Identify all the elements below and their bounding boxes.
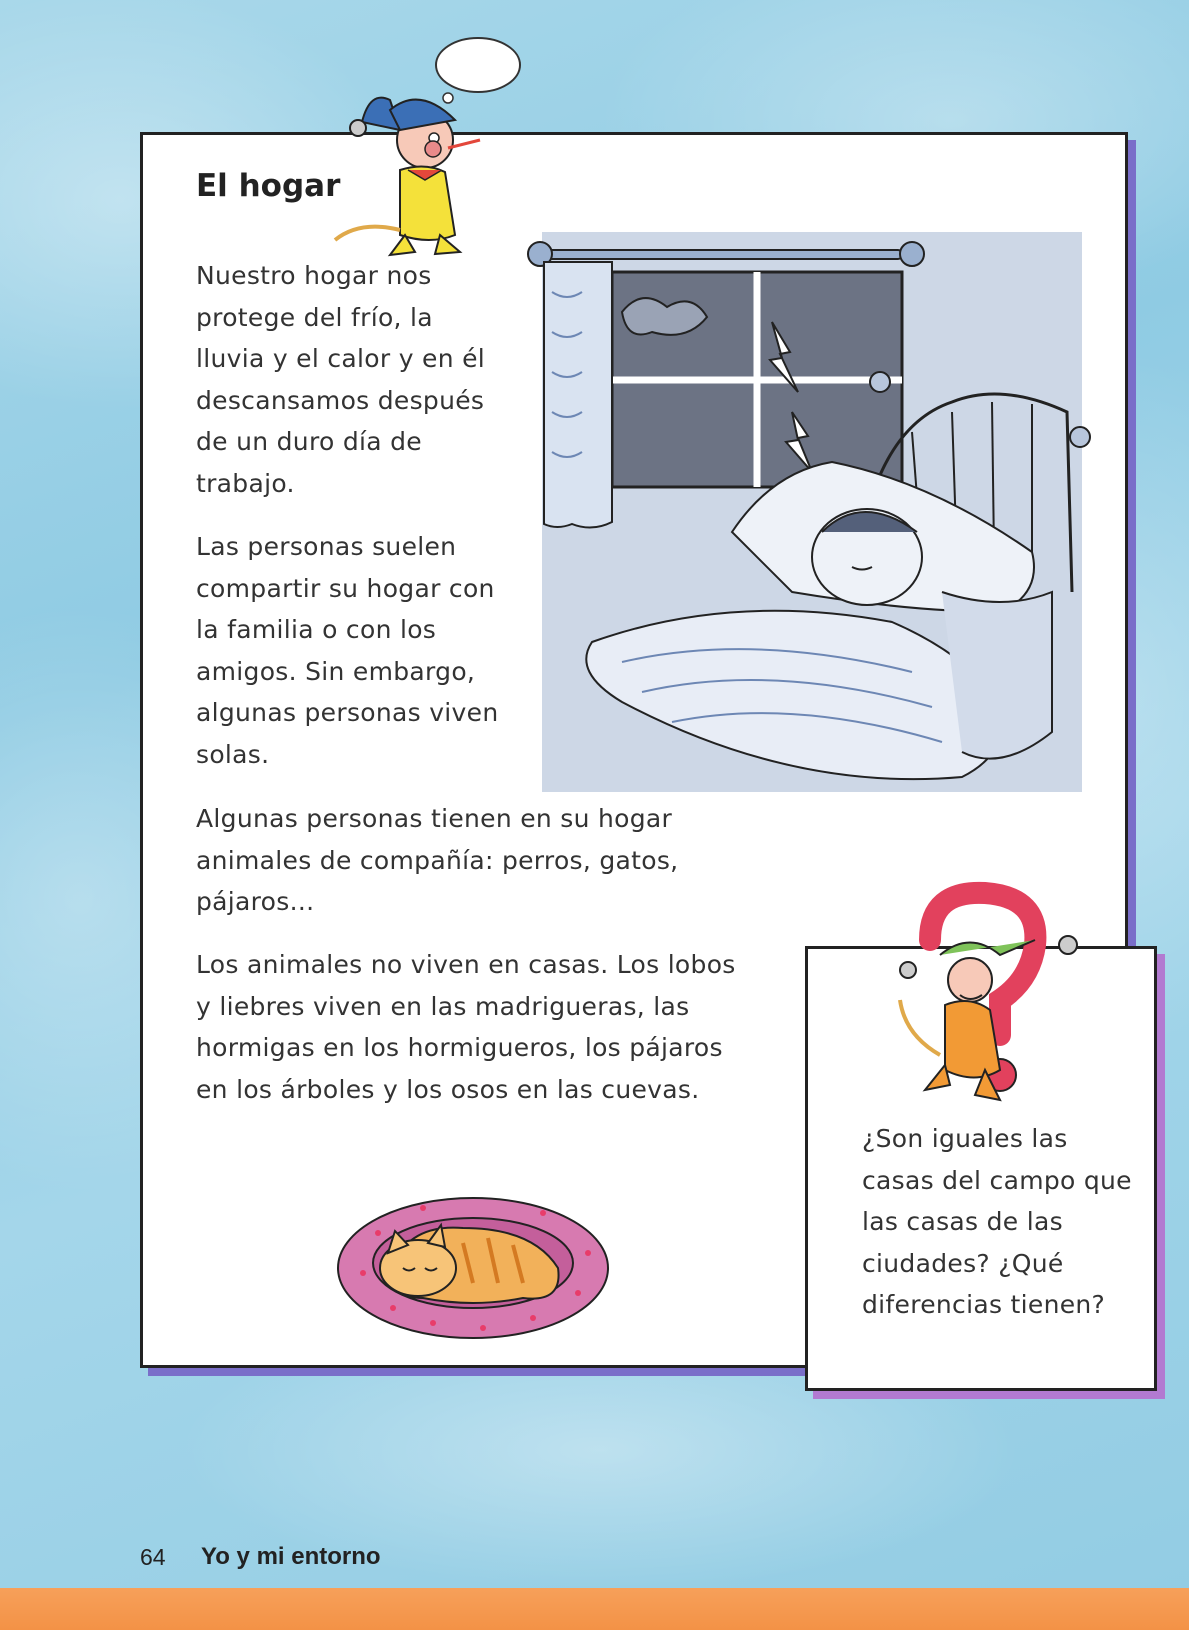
paragraph-1: Nuestro hogar nos protege del frío, la lluvia y el calor y en él descansamos después de un duro día de trabajo. bbox=[196, 261, 486, 498]
elf-thinking-illustration bbox=[330, 30, 520, 260]
elf-question-mark-illustration bbox=[890, 885, 1090, 1110]
footer-bar bbox=[0, 1588, 1189, 1630]
paragraph-4: Los animales no viven en casas. Los lobos y liebres viven en las madrigueras, las hormigas en los hormigueros, los pájaros en los árboles y los osos en las cuevas. bbox=[196, 950, 736, 1104]
section-title: Yo y mi entorno bbox=[201, 1543, 381, 1570]
paragraph-3: Algunas personas tienen en su hogar animales de compañía: perros, gatos, pájaros... bbox=[196, 804, 679, 916]
page-number: 64 bbox=[140, 1544, 166, 1570]
girl-sleeping-storm-illustration bbox=[532, 232, 1092, 812]
question-text: ¿Son iguales las casas del campo que las casas de las ciudades? ¿Qué diferencias tienen? bbox=[862, 1124, 1132, 1319]
paragraph-2: Las personas suelen compartir su hogar con la familia o con los amigos. Sin embargo, algunas personas viven solas. bbox=[196, 532, 499, 769]
cat-sleeping-bed-illustration bbox=[333, 1183, 613, 1343]
page-title: El hogar bbox=[196, 168, 341, 204]
